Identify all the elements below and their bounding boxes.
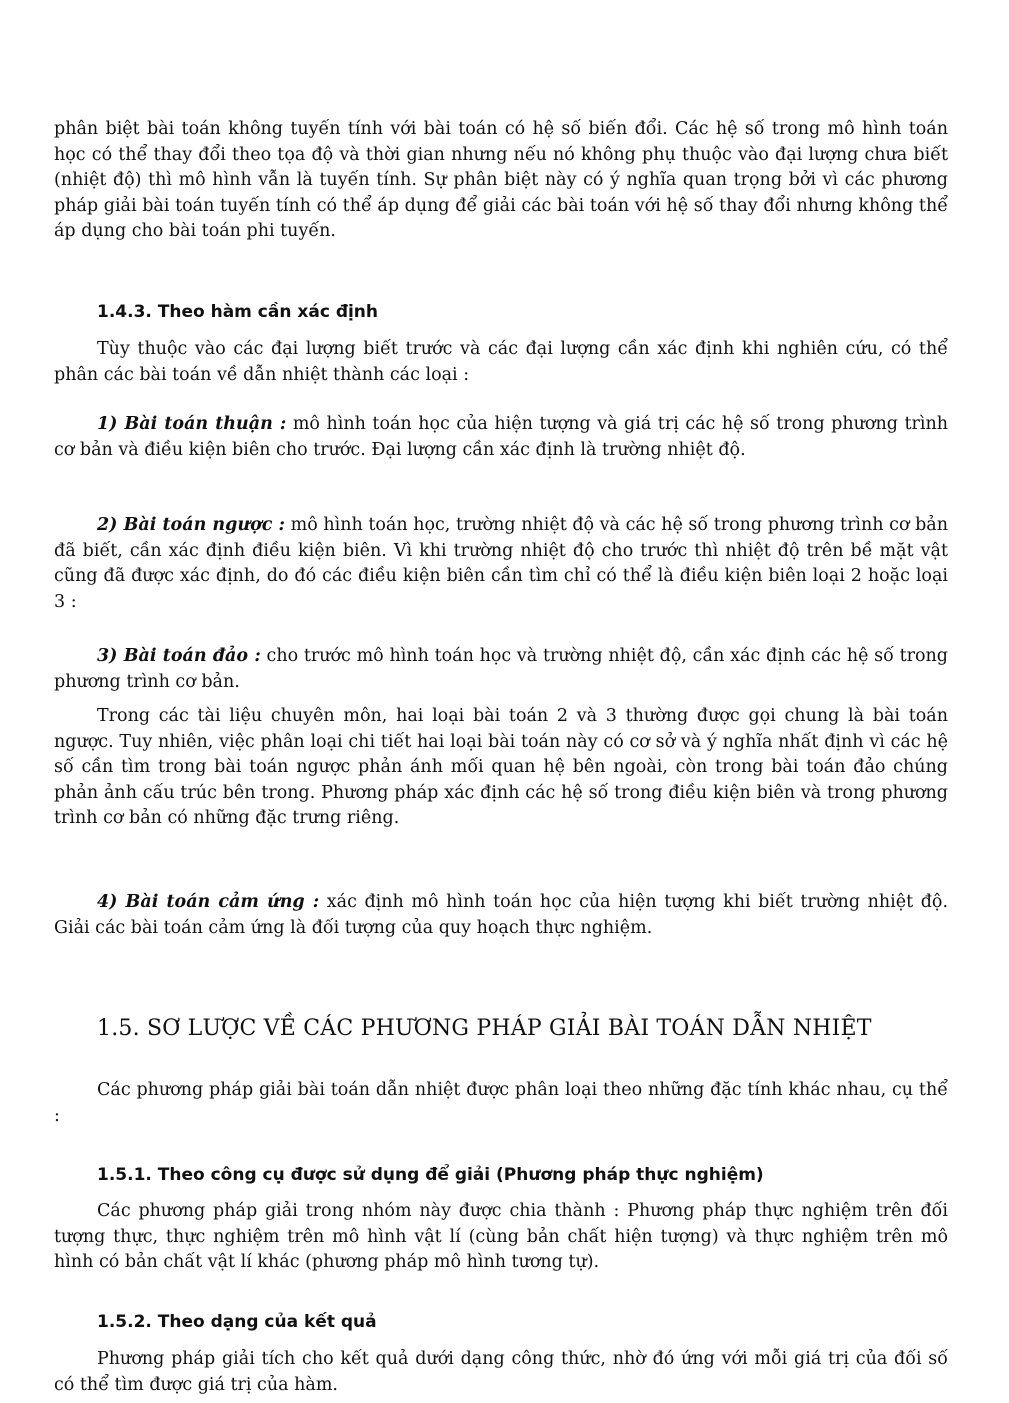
note-text: Trong các tài liệu chuyên môn, hai loại bài toán 2 và 3 thường được gọi chung là bài toán ngược. Tuy nhiên, việc phân loại chi tiết hai loại bài toán này có cơ sở và ý nghĩa nhất định vì các hệ số cần tìm trong bài toán ngược phản ánh mối quan hệ bên ngoài, còn trong bài toán đảo chúng phản ảnh cấu trúc bên trong. Phương pháp xác định các hệ số trong điều kiện biên và trong phương trình cơ bản có những đặc trưng riêng. bbox=[54, 706, 948, 828]
intro-text: phân biệt bài toán không tuyến tính với bài toán có hệ số biến đổi. Các hệ số trong mô hình toán học có thể thay đổi theo tọa độ và thời gian nhưng nếu nó không phụ thuộc vào đại lượng chưa biết (nhiệt độ) thì mô hình vẫn là tuyến tính. Sự phân biệt này có ý nghĩa quan trọng bởi vì các phương pháp giải bài toán tuyến tính có thể áp dụng để giải các bài toán với hệ số thay đổi nhưng không thể áp dụng cho bài toán phi tuyến. bbox=[54, 119, 948, 241]
section-1-4-3-note bbox=[54, 704, 948, 832]
item-label: 3) Bài toán đảo : bbox=[97, 646, 261, 666]
section-title-1-5: 1.5. SƠ LƯỢC VỀ CÁC PHƯƠNG PHÁP GIẢI BÀI TOÁN DẪN NHIỆT bbox=[97, 1016, 872, 1041]
heading-1-5-2: 1.5.2. Theo dạng của kết quả bbox=[97, 1312, 377, 1332]
item-text: mô hình toán học của hiện tượng và giá trị các hệ số trong phương trình cơ bản và điều kiện biên cho trước. Đại lượng cần xác định là trường nhiệt độ. bbox=[54, 414, 948, 460]
item-text: cho trước mô hình toán học và trường nhiệt độ, cần xác định các hệ số trong phương trình cơ bản. bbox=[54, 646, 948, 692]
item-label: 2) Bài toán ngược : bbox=[97, 515, 286, 535]
section-1-5-intro-text: Các phương pháp giải bài toán dẫn nhiệt được phân loại theo những đặc tính khác nhau, cụ thể : bbox=[54, 1080, 948, 1126]
section-1-5-1-text bbox=[54, 1199, 948, 1276]
section-1-5-intro bbox=[54, 1078, 948, 1129]
item-bai-toan-dao bbox=[54, 644, 948, 695]
heading-1-5-1: 1.5.1. Theo công cụ được sử dụng để giải (Phương pháp thực nghiệm) bbox=[97, 1165, 764, 1185]
sub2-text: Phương pháp giải tích cho kết quả dưới dạng công thức, nhờ đó ứng với mỗi giá trị của đối số có thể tìm được giá trị của hàm. bbox=[54, 1349, 948, 1395]
item-text: mô hình toán học, trường nhiệt độ và các hệ số trong phương trình cơ bản đã biết, cần xác định điều kiện biên. Vì khi trường nhiệt độ cho trước thì nhiệt độ trên bề mặt vật cũng đã được xác định, do đó các điều kiện biên cần tìm chỉ có thể là điều kiện biên loại 2 hoặc loại 3 : bbox=[54, 515, 948, 612]
section-1-4-3-intro-text: Tùy thuộc vào các đại lượng biết trước và các đại lượng cần xác định khi nghiên cứu, có thể phân các bài toán về dẫn nhiệt thành các loại : bbox=[54, 339, 948, 385]
section-1-5-2-text bbox=[54, 1347, 948, 1398]
item-bai-toan-nguoc bbox=[54, 513, 948, 615]
item-text: xác định mô hình toán học của hiện tượng khi biết trường nhiệt độ. Giải các bài toán cảm ứng là đối tượng của quy hoạch thực nghiệm. bbox=[54, 892, 949, 938]
item-label: 1) Bài toán thuận : bbox=[97, 414, 287, 434]
item-bai-toan-cam-ung bbox=[54, 890, 948, 941]
section-1-4-3-intro bbox=[54, 337, 948, 388]
item-label: 4) Bài toán cảm ứng : bbox=[97, 892, 320, 912]
heading-1-4-3: 1.4.3. Theo hàm cần xác định bbox=[97, 302, 379, 322]
sub1-text: Các phương pháp giải trong nhóm này được chia thành : Phương pháp thực nghiệm trên đối tượng thực, thực nghiệm trên mô hình vật lí (cùng bản chất hiện tượng) và thực nghiệm trên mô hình có bản chất vật lí khác (phương pháp mô hình tương tự). bbox=[54, 1201, 948, 1272]
item-bai-toan-thuan bbox=[54, 412, 948, 463]
intro-paragraph bbox=[54, 117, 948, 245]
